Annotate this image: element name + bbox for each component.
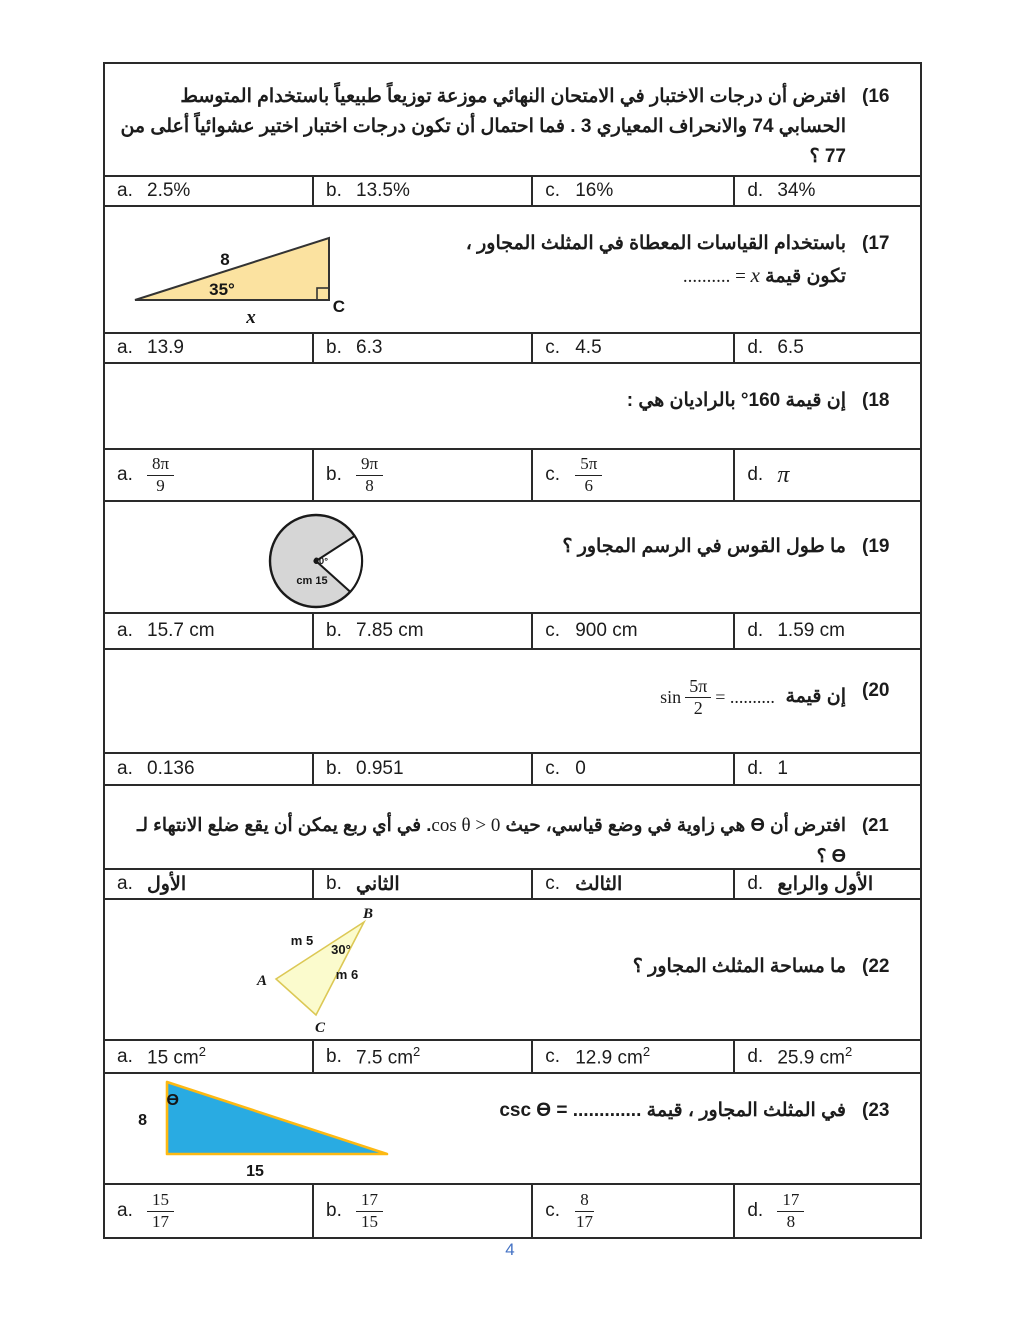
- radius-label: 15 cm: [296, 575, 328, 587]
- option-value: 0.136: [147, 758, 195, 779]
- vertex-b-label: B: [362, 906, 374, 922]
- question-18-text: إن قيمة 160° بالراديان هي :: [626, 390, 846, 411]
- math-expression: cos θ > 0: [431, 815, 501, 836]
- option-label: b.: [326, 1045, 342, 1067]
- option-22-a: [105, 1041, 312, 1072]
- question-17: [105, 207, 920, 334]
- blue-right-triangle-diagram: [135, 1078, 399, 1182]
- option-value: الثاني: [356, 873, 400, 895]
- option-18-a: [105, 450, 312, 500]
- option-label: c.: [545, 1200, 561, 1221]
- option-value: 900 cm: [575, 620, 638, 641]
- option-20-c: [531, 754, 733, 784]
- question-17-number: (17: [862, 233, 890, 254]
- option-label: d.: [747, 620, 764, 641]
- option-label: a.: [117, 1200, 133, 1221]
- option-23-b: [312, 1185, 531, 1237]
- option-value: 34%: [777, 180, 816, 201]
- option-19-c: [531, 614, 733, 648]
- option-label: d.: [747, 758, 764, 779]
- question-18: [105, 364, 920, 450]
- question-19: [105, 502, 920, 614]
- option-19-b: [312, 614, 531, 648]
- option-label: d.: [747, 337, 764, 358]
- option-label: d.: [747, 1200, 764, 1221]
- math-expression: csc Ɵ = .............: [499, 1100, 642, 1121]
- math-fraction: $\frac{5\pi}{2}$: [685, 676, 711, 718]
- option-label: a.: [117, 180, 133, 201]
- answers-23: [105, 1185, 920, 1237]
- answers-17: [105, 334, 920, 364]
- option-16-b: [312, 177, 531, 205]
- option-value: 25.9 $cm^2$: [777, 1043, 853, 1069]
- option-value: 16%: [575, 180, 614, 201]
- option-value: 0.951: [356, 758, 404, 779]
- option-21-d: [733, 870, 920, 898]
- option-20-a: [105, 754, 312, 784]
- height-label: 8: [138, 1112, 147, 1129]
- question-22-text: ما مساحة المثلث المجاور ؟: [632, 956, 846, 977]
- question-17-line2: تكون قيمة .......... = x: [119, 259, 846, 292]
- question-21-text: افترض أن Ɵ هي زاوية في وضع قياسي، حيث cos θ > 0. في أي ربع يمكن أن يقع ضلع الانتهاء لـ Ɵ ؟: [119, 810, 846, 870]
- question-16: [105, 64, 920, 177]
- option-21-c: [531, 870, 733, 898]
- option-17-b: [312, 334, 531, 362]
- side-ab-label: 5 m: [290, 933, 314, 948]
- option-16-c: [531, 177, 733, 205]
- question-19-text: ما طول القوس في الرسم المجاور ؟: [562, 536, 846, 557]
- option-label: b.: [326, 758, 342, 779]
- option-label: a.: [117, 464, 133, 485]
- option-label: c.: [545, 758, 561, 779]
- option-value: 13.9: [147, 337, 184, 358]
- answers-21: [105, 870, 920, 900]
- option-17-a: [105, 334, 312, 362]
- option-value: 2.5%: [147, 180, 191, 201]
- option-label: a.: [117, 873, 133, 894]
- option-value: 1.59 cm: [777, 620, 845, 641]
- option-fraction: 5π 6: [575, 454, 602, 496]
- option-19-a: [105, 614, 312, 648]
- option-label: c.: [545, 873, 561, 894]
- option-label: b.: [326, 180, 342, 201]
- option-fraction: 17 15: [356, 1190, 383, 1232]
- option-23-a: [105, 1185, 312, 1237]
- answers-22: [105, 1041, 920, 1074]
- math-expression: .......... = x: [682, 263, 760, 288]
- question-23: [105, 1074, 920, 1185]
- option-value: 1: [777, 758, 788, 779]
- answers-18: [105, 450, 920, 502]
- option-label: c.: [545, 464, 561, 485]
- option-fraction: 17 8: [777, 1190, 804, 1232]
- question-19-number: (19: [862, 536, 890, 557]
- question-22: [105, 900, 920, 1041]
- option-value: 6.3: [356, 337, 383, 358]
- theta-label: Ɵ: [166, 1092, 179, 1109]
- base-label: x: [246, 307, 256, 328]
- option-18-c: [531, 450, 733, 500]
- option-19-d: [733, 614, 920, 648]
- option-label: a.: [117, 758, 133, 779]
- option-value: 15.7 cm: [147, 620, 215, 641]
- option-17-d: [733, 334, 920, 362]
- option-value: π: [777, 462, 790, 488]
- option-label: b.: [326, 464, 342, 485]
- option-21-b: [312, 870, 531, 898]
- oblique-triangle-diagram: [244, 905, 394, 1041]
- option-value: 7.85 cm: [356, 620, 424, 641]
- vertex-c-label: C: [314, 1020, 326, 1036]
- question-21: [105, 786, 920, 870]
- option-16-a: [105, 177, 312, 205]
- question-22-number: (22: [862, 956, 890, 977]
- option-value: 12.9 $cm^2$: [575, 1043, 651, 1069]
- question-16-text: افترض أن درجات الاختبار في الامتحان النهائي موزعة توزيعاً طبيعياً باستخدام المتوسط الحسابي 74 والانحراف المعياري 3 . فما احتمال أن تكون درجات اختبار اختير عشوائياً أعلى من 77 ؟: [120, 86, 846, 168]
- hypotenuse-label: 8: [220, 250, 230, 269]
- option-label: b.: [326, 1200, 342, 1221]
- sector-angle-label: 60°: [313, 556, 328, 567]
- option-22-b: [312, 1041, 531, 1072]
- option-20-d: [733, 754, 920, 784]
- option-label: c.: [545, 620, 561, 641]
- question-table: [103, 62, 922, 1239]
- option-value: 15 $cm^2$: [147, 1043, 206, 1069]
- option-value: 4.5: [575, 337, 602, 358]
- option-label: b.: [326, 337, 342, 358]
- option-label: c.: [545, 180, 561, 201]
- question-21-number: (21: [862, 814, 889, 835]
- option-23-c: [531, 1185, 733, 1237]
- option-label: d.: [747, 180, 764, 201]
- option-fraction: 8 17: [575, 1190, 593, 1231]
- option-fraction: 8π 9: [147, 454, 174, 496]
- option-value: 0: [575, 758, 586, 779]
- vertex-a-label: A: [256, 973, 268, 989]
- option-label: a.: [117, 337, 133, 358]
- option-value: الأول والرابع: [777, 873, 874, 895]
- question-18-number: (18: [862, 390, 890, 411]
- option-label: a.: [117, 620, 133, 641]
- answers-19: [105, 614, 920, 650]
- side-bc-label: 6 m: [335, 967, 359, 982]
- option-20-b: [312, 754, 531, 784]
- question-23-text: في المثلث المجاور ، قيمة csc Ɵ = .............: [119, 1096, 846, 1126]
- question-20: [105, 650, 920, 754]
- option-value: 13.5%: [356, 180, 410, 201]
- angle-b-label: 30°: [331, 942, 351, 957]
- option-22-d: [733, 1041, 920, 1072]
- base-label: 15: [246, 1163, 264, 1180]
- math-expression: sin $\frac{5\pi}{2}$ = ..........: [660, 676, 775, 718]
- circle-sector-diagram: [260, 504, 372, 616]
- vertex-label: C: [332, 297, 345, 316]
- option-label: b.: [326, 873, 342, 894]
- option-label: d.: [747, 873, 764, 894]
- option-label: a.: [117, 1045, 133, 1067]
- option-fraction: 9π 8: [356, 454, 383, 496]
- option-23-d: [733, 1185, 920, 1237]
- question-20-number: (20: [862, 680, 890, 701]
- option-18-d: [733, 450, 920, 500]
- question-17-line1: باستخدام القياسات المعطاة في المثلث المجاور ،: [465, 233, 846, 254]
- option-value: 7.5 $cm^2$: [356, 1043, 421, 1069]
- option-16-d: [733, 177, 920, 205]
- option-21-a: [105, 870, 312, 898]
- option-22-c: [531, 1041, 733, 1072]
- triangle-shape: [167, 1082, 387, 1154]
- angle-label: 35°: [209, 280, 235, 299]
- question-20-text: إن قيمة sin $\frac{5\pi}{2}$ = ..........: [660, 676, 846, 718]
- option-value: الثالث: [575, 873, 623, 895]
- option-value: 6.5: [777, 337, 804, 358]
- option-value: الأول: [147, 873, 187, 895]
- option-label: d.: [747, 464, 764, 485]
- option-label: d.: [747, 1045, 764, 1067]
- answers-16: [105, 177, 920, 207]
- page-number: 4: [505, 1240, 515, 1259]
- option-17-c: [531, 334, 733, 362]
- option-fraction: 15 17: [147, 1190, 174, 1232]
- option-label: b.: [326, 620, 342, 641]
- question-16-number: (16: [862, 86, 890, 107]
- option-label: c.: [545, 337, 561, 358]
- question-23-number: (23: [862, 1100, 890, 1121]
- option-label: c.: [545, 1045, 561, 1067]
- option-18-b: [312, 450, 531, 500]
- right-triangle-diagram: [132, 231, 364, 329]
- answers-20: [105, 754, 920, 786]
